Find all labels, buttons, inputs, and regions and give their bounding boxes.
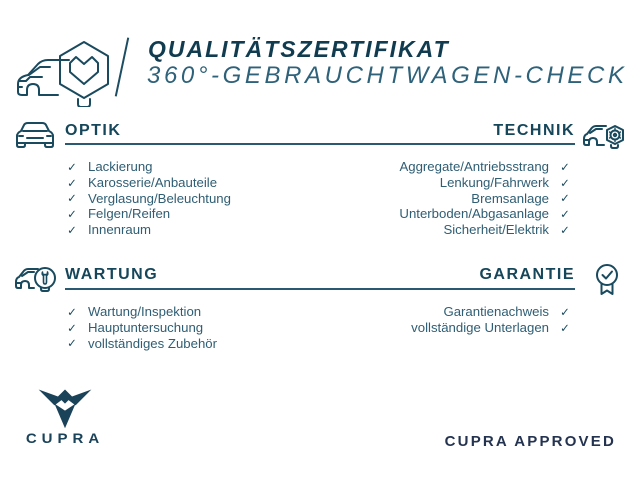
car-wrench-icon <box>14 263 60 294</box>
car-certificate-heart-icon <box>12 31 120 107</box>
list-item <box>411 320 572 336</box>
list-item <box>65 159 231 175</box>
check-icon: ✓ <box>560 304 570 319</box>
list-item-label: Wartung/Inspektion <box>88 304 202 320</box>
list-item-label: Garantienachweis <box>443 304 549 320</box>
list-item-label: vollständige Unterlagen <box>411 320 549 336</box>
check-icon: ✓ <box>560 206 570 221</box>
list-item-label: Hauptuntersuchung <box>88 320 204 336</box>
check-icon: ✓ <box>67 159 77 174</box>
garantie-checklist <box>411 304 572 335</box>
list-item <box>399 206 572 222</box>
check-icon: ✓ <box>67 336 77 351</box>
check-icon: ✓ <box>560 320 570 335</box>
check-icon: ✓ <box>67 320 77 335</box>
list-item-label: Lackierung <box>88 159 153 175</box>
list-item-label: vollständiges Zubehör <box>88 335 218 351</box>
section-divider-top <box>65 143 575 145</box>
list-item <box>399 159 572 175</box>
check-icon: ✓ <box>67 304 77 319</box>
section-title-garantie: GARANTIE <box>479 266 575 283</box>
car-gear-icon <box>582 120 628 151</box>
list-item-label: Bremsanlage <box>471 190 549 206</box>
list-item-label: Aggregate/Antriebsstrang <box>399 159 549 175</box>
section-title-technik: TECHNIK <box>493 122 575 139</box>
check-icon: ✓ <box>560 175 570 190</box>
list-item-label: Felgen/Reifen <box>88 206 171 222</box>
cupra-wordmark: CUPRA <box>25 430 105 447</box>
check-icon: ✓ <box>560 159 570 174</box>
page-title: QUALITÄTSZERTIFIKAT <box>148 36 450 62</box>
wartung-checklist <box>65 304 217 351</box>
medal-check-icon <box>592 263 622 297</box>
list-item <box>411 304 572 320</box>
check-icon: ✓ <box>560 222 570 237</box>
technik-checklist <box>399 159 572 237</box>
list-item-label: Sicherheit/Elektrik <box>443 222 549 238</box>
list-item <box>65 222 231 238</box>
list-item-label: Karosserie/Anbauteile <box>88 175 218 191</box>
list-item-label: Verglasung/Beleuchtung <box>88 190 231 206</box>
page-subtitle: 360°-GEBRAUCHTWAGEN-CHECK <box>147 62 628 89</box>
cupra-trident-logo <box>36 386 94 430</box>
list-item <box>399 190 572 206</box>
cupra-approved-label: CUPRA APPROVED <box>444 433 616 450</box>
list-item-label: Lenkung/Fahrwerk <box>439 175 549 191</box>
section-title-wartung: WARTUNG <box>65 266 159 283</box>
check-icon: ✓ <box>67 191 77 206</box>
section-divider-bottom <box>65 288 575 290</box>
list-item-label: Innenraum <box>88 222 152 238</box>
list-item <box>65 304 217 320</box>
car-front-icon <box>14 121 56 149</box>
optik-checklist <box>65 159 231 237</box>
list-item <box>65 190 231 206</box>
check-icon: ✓ <box>560 191 570 206</box>
list-item <box>65 320 217 336</box>
list-item <box>399 222 572 238</box>
list-item <box>65 335 217 351</box>
check-icon: ✓ <box>67 206 77 221</box>
check-icon: ✓ <box>67 175 77 190</box>
list-item <box>65 175 231 191</box>
check-icon: ✓ <box>67 222 77 237</box>
list-item-label: Unterboden/Abgasanlage <box>399 206 549 222</box>
list-item <box>399 175 572 191</box>
section-title-optik: OPTIK <box>65 122 122 139</box>
list-item <box>65 206 231 222</box>
